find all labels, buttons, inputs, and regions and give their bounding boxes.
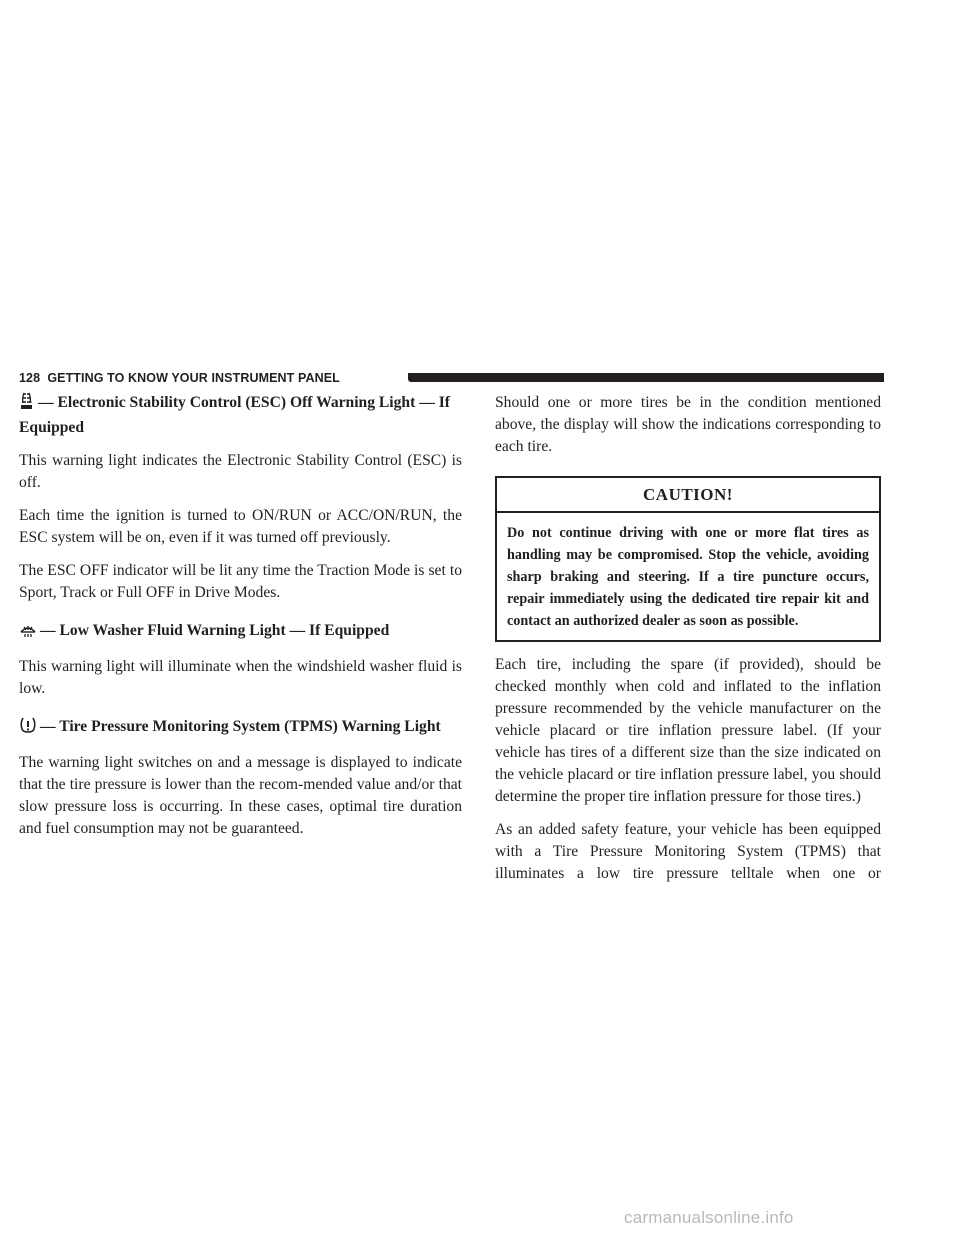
header-rule — [408, 373, 884, 382]
caution-title: CAUTION! — [497, 478, 879, 513]
header-text — [19, 370, 340, 386]
tpms-paragraph-1: The warning light switches on and a message is displayed to indicate that the tire pressure is lower than the recom-mended value and/or that slow pressure loss is occurring. In these cases, optimal tire duration and fuel consumption may not be guaranteed. — [19, 754, 462, 837]
watermark: carmanualsonline.info — [624, 1208, 794, 1227]
tpms-heading — [19, 716, 462, 741]
washer-fluid-icon — [19, 622, 37, 645]
tire-pressure-icon — [19, 717, 37, 741]
tpms-heading-text: — Tire Pressure Monitoring System (TPMS) Warning Light — [40, 718, 441, 735]
esc-paragraph-2: Each time the ignition is turned to ON/RUN or ACC/ON/RUN, the ESC system will be on, even if it was turned off previously. — [19, 507, 462, 546]
esc-heading — [19, 392, 462, 439]
caution-body: Do not continue driving with one or more flat tires as handling may be compromised. Stop the vehicle, avoiding sharp braking and steering. If a tire puncture occurs, repair immediately using the dedicated tire repair kit and contact an authorized dealer as soon as possible. — [507, 525, 869, 629]
section-title: GETTING TO KNOW YOUR INSTRUMENT PANEL — [47, 371, 340, 385]
left-column — [19, 392, 462, 851]
page-number: 128 — [19, 371, 41, 385]
tires-intro-paragraph: Should one or more tires be in the condition mentioned above, the display will show the indications corresponding to each tire. — [495, 394, 881, 455]
esc-heading-text: — Electronic Stability Control (ESC) Off Warning Light — If Equipped — [19, 394, 450, 436]
tire-check-paragraph: Each tire, including the spare (if provided), should be checked monthly when cold and inflated to the inflation pressure recommended by the vehicle manufacturer on the vehicle placard or tire inflation pressure label. (If your vehicle has tires of a different size than the size indicated on the vehicle placard or tire inflation pressure label, you should determine the proper tire inflation pressure for those tires.) — [495, 656, 881, 805]
page-header — [0, 370, 884, 386]
right-column — [495, 392, 881, 896]
esc-paragraph-3: The ESC OFF indicator will be lit any time the Traction Mode is set to Sport, Track or Full OFF in Drive Modes. — [19, 562, 462, 601]
esc-off-icon — [19, 392, 35, 417]
washer-paragraph-1: This warning light will illuminate when the windshield washer fluid is low. — [19, 658, 462, 697]
washer-heading-text: — Low Washer Fluid Warning Light — If Equipped — [40, 622, 390, 639]
caution-box — [495, 476, 881, 642]
esc-paragraph-1: This warning light indicates the Electronic Stability Control (ESC) is off. — [19, 452, 462, 491]
washer-heading — [19, 620, 462, 645]
tpms-feature-paragraph: As an added safety feature, your vehicle has been equipped with a Tire Pressure Monitoring System (TPMS) that illuminates a low tire pressure telltale when one or — [495, 821, 881, 882]
